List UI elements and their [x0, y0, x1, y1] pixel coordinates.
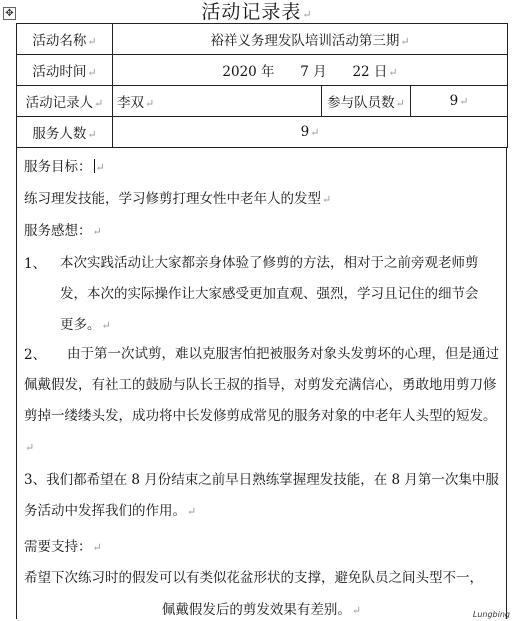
item3-text: 3、我们都希望在 8 月份结束之前早日熟练掌握理发技能，在 8 月第一次集中服务活动中发挥我们的作用。 [24, 472, 499, 519]
table-row [17, 86, 508, 117]
members-label-cell[interactable] [322, 86, 411, 117]
return-mark-icon: ↵ [94, 97, 104, 110]
return-mark-icon: ↵ [351, 604, 362, 617]
table-row [17, 117, 508, 148]
return-mark-icon: ↵ [101, 319, 111, 332]
support-line-2 [17, 602, 506, 619]
table-move-handle-icon[interactable]: ✥ [3, 7, 16, 20]
activity-record-table [16, 23, 508, 148]
item2-paragraph [24, 339, 499, 463]
watermark-logo: Lungbing [472, 610, 510, 619]
activity-time-label: 活动时间 [32, 64, 87, 80]
return-mark-icon: ↵ [87, 35, 97, 48]
return-mark-icon: ↵ [92, 541, 102, 554]
return-mark-icon: ↵ [395, 97, 405, 110]
return-mark-icon: ↵ [87, 128, 97, 141]
return-mark-icon: ↵ [400, 35, 410, 48]
return-mark-icon: ↵ [25, 441, 35, 454]
goal-text: 练习理发技能，学习修剪打理女性中老年人的发型 [24, 191, 321, 207]
return-mark-icon: ↵ [87, 66, 97, 79]
return-mark-icon: ↵ [310, 126, 320, 139]
table-row [17, 55, 508, 86]
item1-number: 1、 [24, 256, 47, 272]
activity-name-label: 活动名称 [32, 33, 87, 49]
activity-time-day: 22 日 [352, 64, 388, 80]
return-mark-icon: ↵ [92, 225, 102, 238]
support-heading [24, 539, 102, 556]
item1-text: 本次实践活动让大家都亲身体验了修剪的方法，相对于之前旁观老师剪发，本次的实际操作让大家感受更加直观、强烈，学习且记住的细节会更多。 [60, 255, 479, 333]
support-text-2: 佩戴假发后的剪发效果有差别。 [161, 602, 351, 618]
members-value-cell[interactable] [411, 86, 508, 117]
served-label: 服务人数 [32, 126, 87, 142]
return-mark-icon: ↵ [388, 66, 398, 79]
served-value-cell[interactable] [113, 117, 508, 148]
return-mark-icon: ↵ [322, 193, 332, 206]
item1-paragraph [60, 248, 485, 341]
feeling-heading [24, 223, 102, 240]
return-mark-icon: ↵ [302, 8, 313, 21]
activity-time-month: 7 月 [300, 64, 327, 80]
goal-text-line [24, 191, 331, 208]
support-label: 需要支持： [24, 539, 92, 555]
return-mark-icon: ↵ [187, 505, 197, 518]
recorder-label: 活动记录人 [25, 95, 94, 111]
activity-name-value: 裕祥义务理发队培训活动第三期 [210, 33, 400, 49]
activity-time-value-cell[interactable] [113, 55, 508, 86]
members-value: 9 [449, 93, 459, 109]
activity-time-label-cell[interactable] [17, 55, 113, 86]
activity-time-year: 2020 年 [222, 64, 275, 80]
support-text-1: 希望下次练习时的假发可以有类似花盆形状的支撑，避免队员之间头型不一， [24, 570, 483, 586]
return-mark-icon: ↵ [145, 97, 155, 110]
table-row [17, 24, 508, 55]
recorder-value-cell[interactable] [113, 86, 322, 117]
feeling-label: 服务感想： [24, 223, 92, 239]
served-label-cell[interactable] [17, 117, 113, 148]
served-value: 9 [300, 124, 310, 140]
document-title [0, 0, 514, 24]
recorder-label-cell[interactable] [17, 86, 113, 117]
goal-label: 服务目标： [24, 159, 92, 175]
item2-text: 由于第一次试剪，难以克服害怕把被服务对象头发剪坏的心理，但是通过佩戴假发，有社工的鼓励与队长王叔的指导，对剪发充满信心，勇敢地用剪刀修剪掉一缕缕头发，成功将中长发修剪成常见的服务对象的中老年人头型的短发。 [24, 346, 499, 424]
goal-heading [24, 159, 105, 176]
support-line-1 [24, 570, 483, 586]
text-cursor [94, 159, 95, 173]
activity-name-value-cell[interactable] [113, 24, 508, 55]
members-label: 参与队员数 [327, 95, 395, 111]
document-title-text: 活动记录表 [201, 1, 302, 23]
item2-number: 2、 [24, 347, 47, 363]
activity-name-label-cell[interactable] [17, 24, 113, 55]
return-mark-icon: ↵ [459, 95, 469, 108]
return-mark-icon: ↵ [95, 161, 105, 174]
recorder-value: 李双 [117, 95, 144, 111]
content-cell[interactable] [16, 147, 507, 619]
item3-paragraph [24, 465, 499, 527]
